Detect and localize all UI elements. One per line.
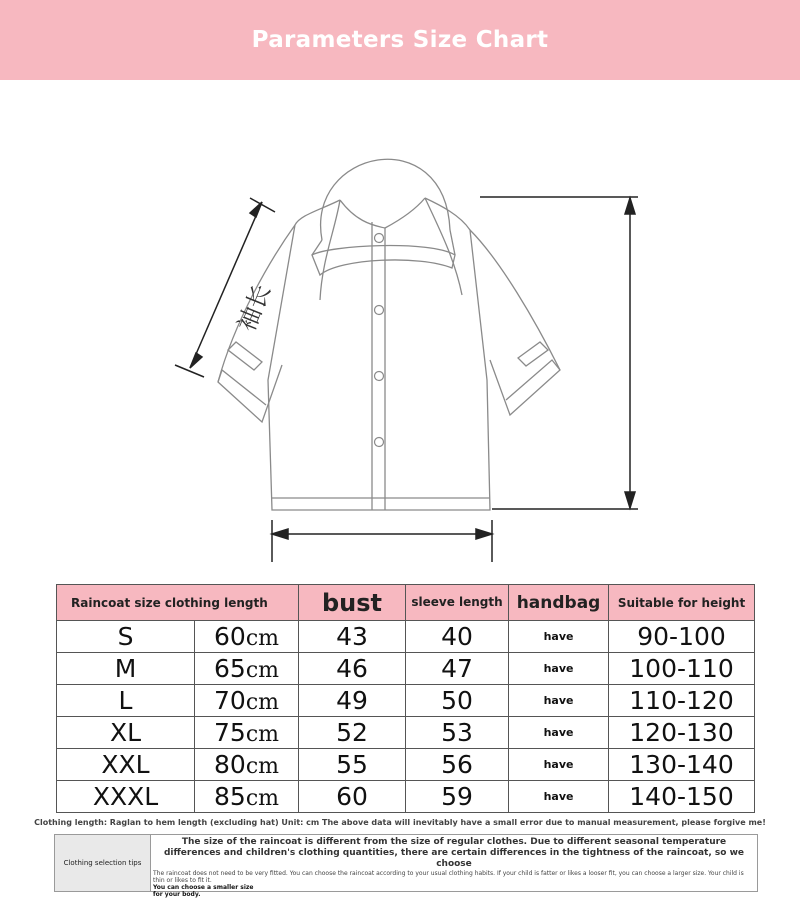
sleeve-cell: 59 [406, 781, 509, 813]
size-cell: XXL [57, 749, 195, 781]
page-title: Parameters Size Chart [251, 27, 549, 53]
size-cell: XL [57, 717, 195, 749]
table-row [57, 749, 755, 781]
table-row [57, 781, 755, 813]
length-cell: 85cm [195, 781, 299, 813]
handbag-cell: have [509, 717, 609, 749]
measurement-note: Clothing length: Raglan to hem length (excluding hat) Unit: cm The above data will inevitably have a small error due to manual measurement, please forgive me! [34, 818, 766, 827]
tips-sub-text: The raincoat does not need to be very fitted. You can choose the raincoat according to your usual clothing habits. If your child is fatter or likes a looser fit, you can choose a larger size. Your child is thin or likes to fit it. [153, 870, 744, 884]
coat-body [268, 198, 490, 510]
coat-button [375, 438, 384, 447]
bust-cell: 60 [299, 781, 406, 813]
handbag-cell: have [509, 749, 609, 781]
table-header-row [57, 585, 755, 621]
hood-brim [312, 246, 455, 275]
table-row [57, 685, 755, 717]
sleeve-cell: 53 [406, 717, 509, 749]
bust-cell: 43 [299, 621, 406, 653]
height-cell: 90-100 [609, 621, 755, 653]
sleeve-cell: 40 [406, 621, 509, 653]
left-sleeve-tab [228, 342, 262, 370]
height-cell: 140-150 [609, 781, 755, 813]
coat-button [375, 372, 384, 381]
size-table [56, 584, 755, 813]
handbag-cell: have [509, 781, 609, 813]
coat-button [375, 306, 384, 315]
selection-tips-box [54, 834, 758, 898]
right-sleeve [470, 230, 560, 415]
raincoat-diagram [0, 80, 800, 580]
size-cell: M [57, 653, 195, 685]
bust-cell: 55 [299, 749, 406, 781]
height-cell: 110-120 [609, 685, 755, 717]
length-cell: 70cm [195, 685, 299, 717]
header-sleeve-length: sleeve length [406, 585, 509, 621]
table-row [57, 717, 755, 749]
header-handbag: handbag [509, 585, 609, 621]
handbag-cell: have [509, 653, 609, 685]
bust-cell: 46 [299, 653, 406, 685]
table-row [57, 653, 755, 685]
table-row [57, 621, 755, 653]
height-cell: 130-140 [609, 749, 755, 781]
handbag-cell: have [509, 621, 609, 653]
height-cell: 120-130 [609, 717, 755, 749]
sleeve-cell: 50 [406, 685, 509, 717]
right-sleeve-tab [518, 342, 548, 366]
bust-cell: 52 [299, 717, 406, 749]
length-cell: 80cm [195, 749, 299, 781]
size-cell: S [57, 621, 195, 653]
sleeve-cell: 56 [406, 749, 509, 781]
sleeve-length-label: 袖长 [232, 280, 277, 336]
tips-main-text: The size of the raincoat is different from the size of regular clothes. Due to different seasonal temperature differences and children's clothing quantities, there are certain differences in the tightness of the raincoat, so we choose [163, 837, 744, 869]
page-header [0, 0, 800, 80]
tips-sub-text: You can choose a smaller size [153, 884, 254, 891]
tips-sub-text: for your body. [153, 891, 201, 898]
header-height: Suitable for height [609, 585, 755, 621]
header-size-length: Raincoat size clothing length [57, 585, 299, 621]
tips-label: Clothing selection tips [55, 835, 151, 891]
height-cell: 100-110 [609, 653, 755, 685]
handbag-cell: have [509, 685, 609, 717]
length-cell: 75cm [195, 717, 299, 749]
sleeve-cell: 47 [406, 653, 509, 685]
size-cell: L [57, 685, 195, 717]
bust-cell: 49 [299, 685, 406, 717]
size-cell: XXXL [57, 781, 195, 813]
tips-body [151, 835, 757, 898]
length-cell: 65cm [195, 653, 299, 685]
coat-button [375, 234, 384, 243]
length-cell: 60cm [195, 621, 299, 653]
header-bust: bust [299, 585, 406, 621]
